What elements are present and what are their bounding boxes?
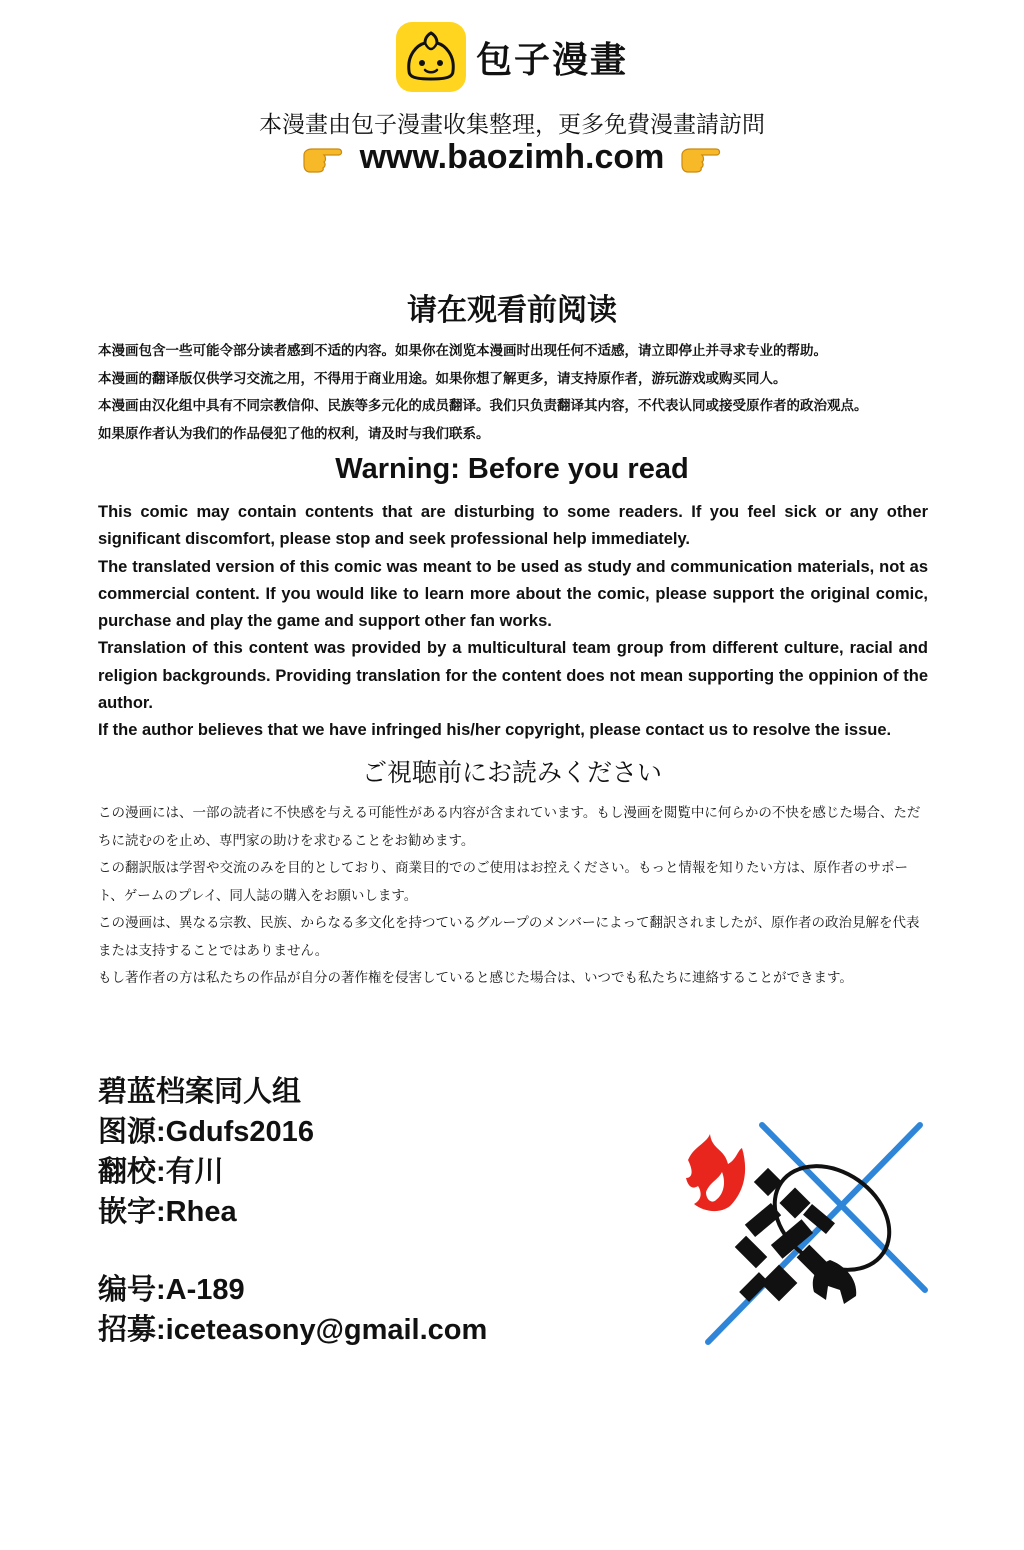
english-paragraph: If the author believes that we have infringed his/her copyright, please contact us to resolve the issue. (98, 721, 892, 740)
chinese-heading: 请在观看前阅读 (407, 293, 617, 328)
japanese-notice (98, 800, 928, 993)
pointing-hand-left-icon (680, 143, 722, 173)
serial-number: 编号:A-189 (98, 1274, 245, 1306)
url-row (0, 138, 1024, 177)
spacer (98, 1232, 487, 1270)
japanese-heading: ご視聴前にお読みください (361, 758, 662, 787)
brand-header (0, 22, 1024, 92)
collection-notice: 本漫畫由包子漫畫收集整理，更多免費漫畫請訪問 (259, 112, 765, 138)
japanese-paragraph: この翻訳版は学習や交流のみを目的としており、商業目的でのご使用はお控えください。もっと情報を知りたい方は、原作者のサポート、ゲームのプレイ、同人誌の購入をお願いします。 (98, 860, 908, 904)
english-paragraph: Translation of this content was provided by a multicultural team group from different culture, racial and religion backgrounds. Providing translation for the content does not mean supporting the oppinion of the author. (98, 639, 928, 713)
group-name: 碧蓝档案同人组 (98, 1076, 302, 1108)
brand-name: 包子漫畫 (475, 39, 628, 81)
japanese-paragraph: この漫画には、一部の読者に不快感を与える可能性がある内容が含まれています。もし漫画を閲覧中に何らかの不快を感じた場合、ただちに読むのを止め、専門家の助けを求むることをお勧めます。 (98, 805, 921, 849)
chinese-line: 本漫画的翻译版仅供学习交流之用，不得用于商业用途。如果你想了解更多，请支持原作者，游玩游戏或购买同人。 (98, 370, 787, 387)
chinese-line: 本漫画包含一些可能令部分读者感到不适的内容。如果你在浏览本漫画时出现任何不适感，请立即停止并寻求专业的帮助。 (98, 343, 827, 359)
english-paragraph: This comic may contain contents that are disturbing to some readers. If you feel sick or any other significant discomfort, please stop and seek professional help immediately. (98, 503, 928, 549)
japanese-paragraph: この漫画は、異なる宗教、民族、からなる多文化を持つているグループのメンバーによって翻訳されましたが、原作者の政治見解を代表または支持することではありません。 (98, 915, 920, 959)
chinese-line: 如果原作者认为我们的作品侵犯了他的权利，请及时与我们联系。 (98, 425, 490, 442)
chinese-line: 本漫画由汉化组中具有不同宗教信仰、民族等多元化的成员翻译。我们只负责翻译其内容，不代表认同或接受原作者的政治观点。 (98, 398, 868, 414)
english-notice (98, 499, 928, 745)
english-heading: Warning: Before you read (335, 453, 689, 485)
steamed-bun-icon (396, 22, 466, 92)
english-paragraph: The translated version of this comic was meant to be used as study and communication materials, not as commercial content. If you would like to learn more about the comic, please support the original comic, purchase and play the game and support other fan works. (98, 557, 928, 631)
pointing-hand-right-icon (302, 143, 344, 173)
chinese-notice (98, 338, 928, 448)
typesetting-credit: 嵌字:Rhea (98, 1196, 237, 1228)
crossed-swords-gear-flame-emblem-icon (680, 1120, 930, 1350)
credits (98, 1072, 487, 1350)
website-link[interactable]: www.baozimh.com (359, 138, 665, 176)
translation-credit: 翻校:有川 (98, 1156, 224, 1188)
source-credit: 图源:Gdufs2016 (98, 1116, 314, 1148)
recruit-email[interactable]: 招募:iceteasony@gmail.com (98, 1314, 488, 1346)
japanese-paragraph: もし著作者の方は私たちの作品が自分の著作権を侵害していると感じた場合は、いつでも私たちに連絡することができます。 (98, 970, 853, 986)
